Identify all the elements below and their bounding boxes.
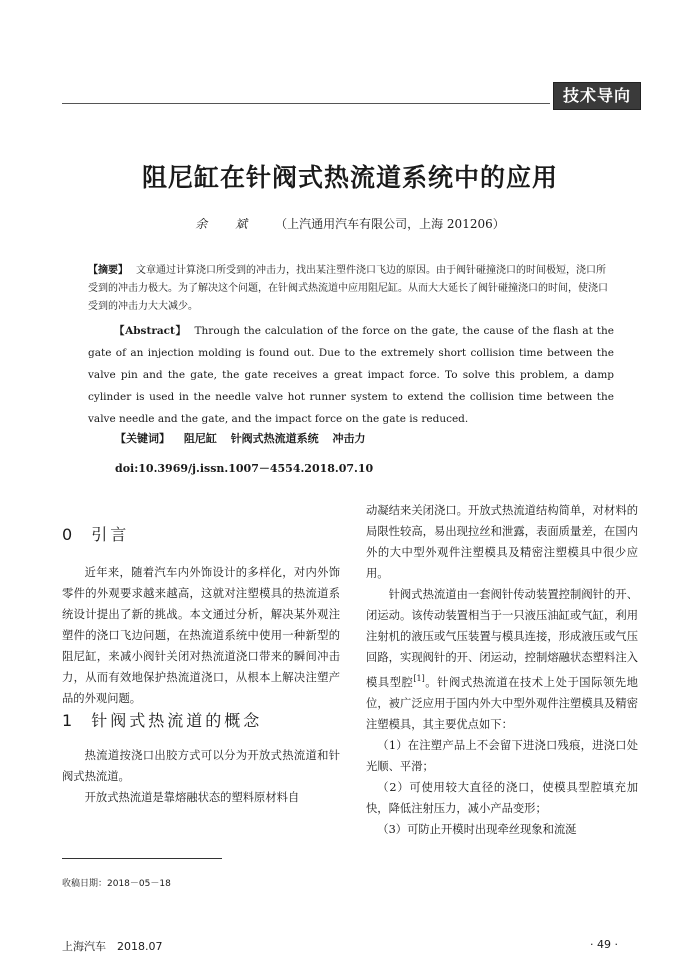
abstract-en-text: Through the calculation of the force on the gate, the cause of the flash at the gate of an injection molding is found out. Due to the extremely short collision time between the valve pin and the gate, the gate receives a great impact force. To solve this problem, a damp cylinder is used in the needle valve hot runner system to extend the collision time between the valve needle and the gate, and the impact force on the gate is reduced. <box>88 325 614 425</box>
article-title: 阻尼缸在针阀式热流道系统中的应用 <box>141 163 558 192</box>
abstract-en-label: 【Abstract】 <box>114 325 187 337</box>
paragraph: 开放式热流道是靠熔融状态的塑料原材料自 <box>84 791 300 804</box>
body-left-intro <box>62 562 340 709</box>
keyword-item: 针阀式热流道系统 <box>230 432 319 445</box>
abstract-zh-text: 文章通过计算浇口所受到的冲击力，找出某注塑件浇口飞边的原因。由于阀针碰撞浇口的时间极短，浇口所受到的冲击力极大。为了解决这个问题，在针阀式热流道中应用阻尼缸。从而大大延长了阀针碰撞浇口的时间，使浇口受到的冲击力大大减少。 <box>88 265 608 312</box>
keyword-item: 阻尼缸 <box>183 432 217 445</box>
section-number: 0 <box>62 525 76 544</box>
doi: doi:10.3969/j.issn.1007－4554.2018.07.10 <box>115 462 374 475</box>
paragraph: 热流道按浇口出胶方式可以分为开放式热流道和针阀式热流道。 <box>62 749 340 783</box>
abstract-zh <box>88 262 614 316</box>
paragraph-text: 针阀式热流道由一套阀针传动装置控制阀针的开、闭运动。该传动装置相当于一只液压油缸或气缸，利用注射机的液压或气压装置与模具连接，形成液压或气压回路，实现阀针的开、闭运动，控制熔融状态塑料注入模具型腔 <box>366 588 638 689</box>
paragraph: 动凝结来关闭浇口。开放式热流道结构简单，对材料的局限性较高，易出现拉丝和泄露，表面质量差，在国内外的大中型外观件注塑模具及精密注塑模具中很少应用。 <box>366 504 638 580</box>
received-date: 收稿日期：2018－05－18 <box>62 879 171 889</box>
body-left-s1 <box>62 745 340 808</box>
abstract-zh-label: 【摘要】 <box>88 265 128 276</box>
paragraph: 近年来，随着汽车内外饰设计的多样化，对内外饰零件的外观要求越来越高，这就对注塑模具的热流道系统设计提出了新的挑战。本文通过分析，解决某外观注塑件的浇口飞边问题，在热流道系统中使用一种新型的阻尼缸，来减小阀针关闭对热流道浇口带来的瞬间冲击力，从而有效地保护热流道浇口，从根本上解决注塑产品的外观问题。 <box>62 566 340 705</box>
footnote-rule <box>62 858 222 859</box>
page-number: · 49 · <box>590 938 618 951</box>
author-affiliation: （上汽通用汽车有限公司，上海 201206） <box>275 217 505 231</box>
column-tag: 技术导向 <box>553 82 641 110</box>
paragraph <box>366 584 638 735</box>
body-right <box>366 500 638 840</box>
section-title: 引言 <box>91 525 130 544</box>
list-item: （2）可使用较大直径的浇口，使模具型腔填充加快，降低注射压力，减小产品变形； <box>366 780 638 815</box>
section-heading-1 <box>62 708 262 731</box>
header-rule <box>62 103 550 104</box>
section-number: 1 <box>62 711 76 730</box>
keywords <box>115 430 366 446</box>
list-item: （3）可防止开模时出现牵丝现象和流涎 <box>377 822 577 836</box>
section-heading-0 <box>62 522 129 545</box>
author-line <box>0 215 700 232</box>
abstract-en <box>88 320 614 430</box>
author-name: 余 斌 <box>195 217 256 231</box>
list-item: （1）在注塑产品上不会留下进浇口残痕，进浇口处光顺、平滑； <box>366 738 638 773</box>
paragraph-text: 。针阀式热流道在技术上处于国际领先地位，被广泛应用于国内外大中型外观件注塑模具及精密注塑模具，其主要优点如下： <box>366 675 638 731</box>
journal-name: 上海汽车 2018.07 <box>62 940 163 953</box>
keywords-label: 【关键词】 <box>115 432 170 445</box>
citation-ref: [1] <box>413 674 425 683</box>
section-title: 针阀式热流道的概念 <box>91 711 263 730</box>
keyword-item: 冲击力 <box>332 432 366 445</box>
